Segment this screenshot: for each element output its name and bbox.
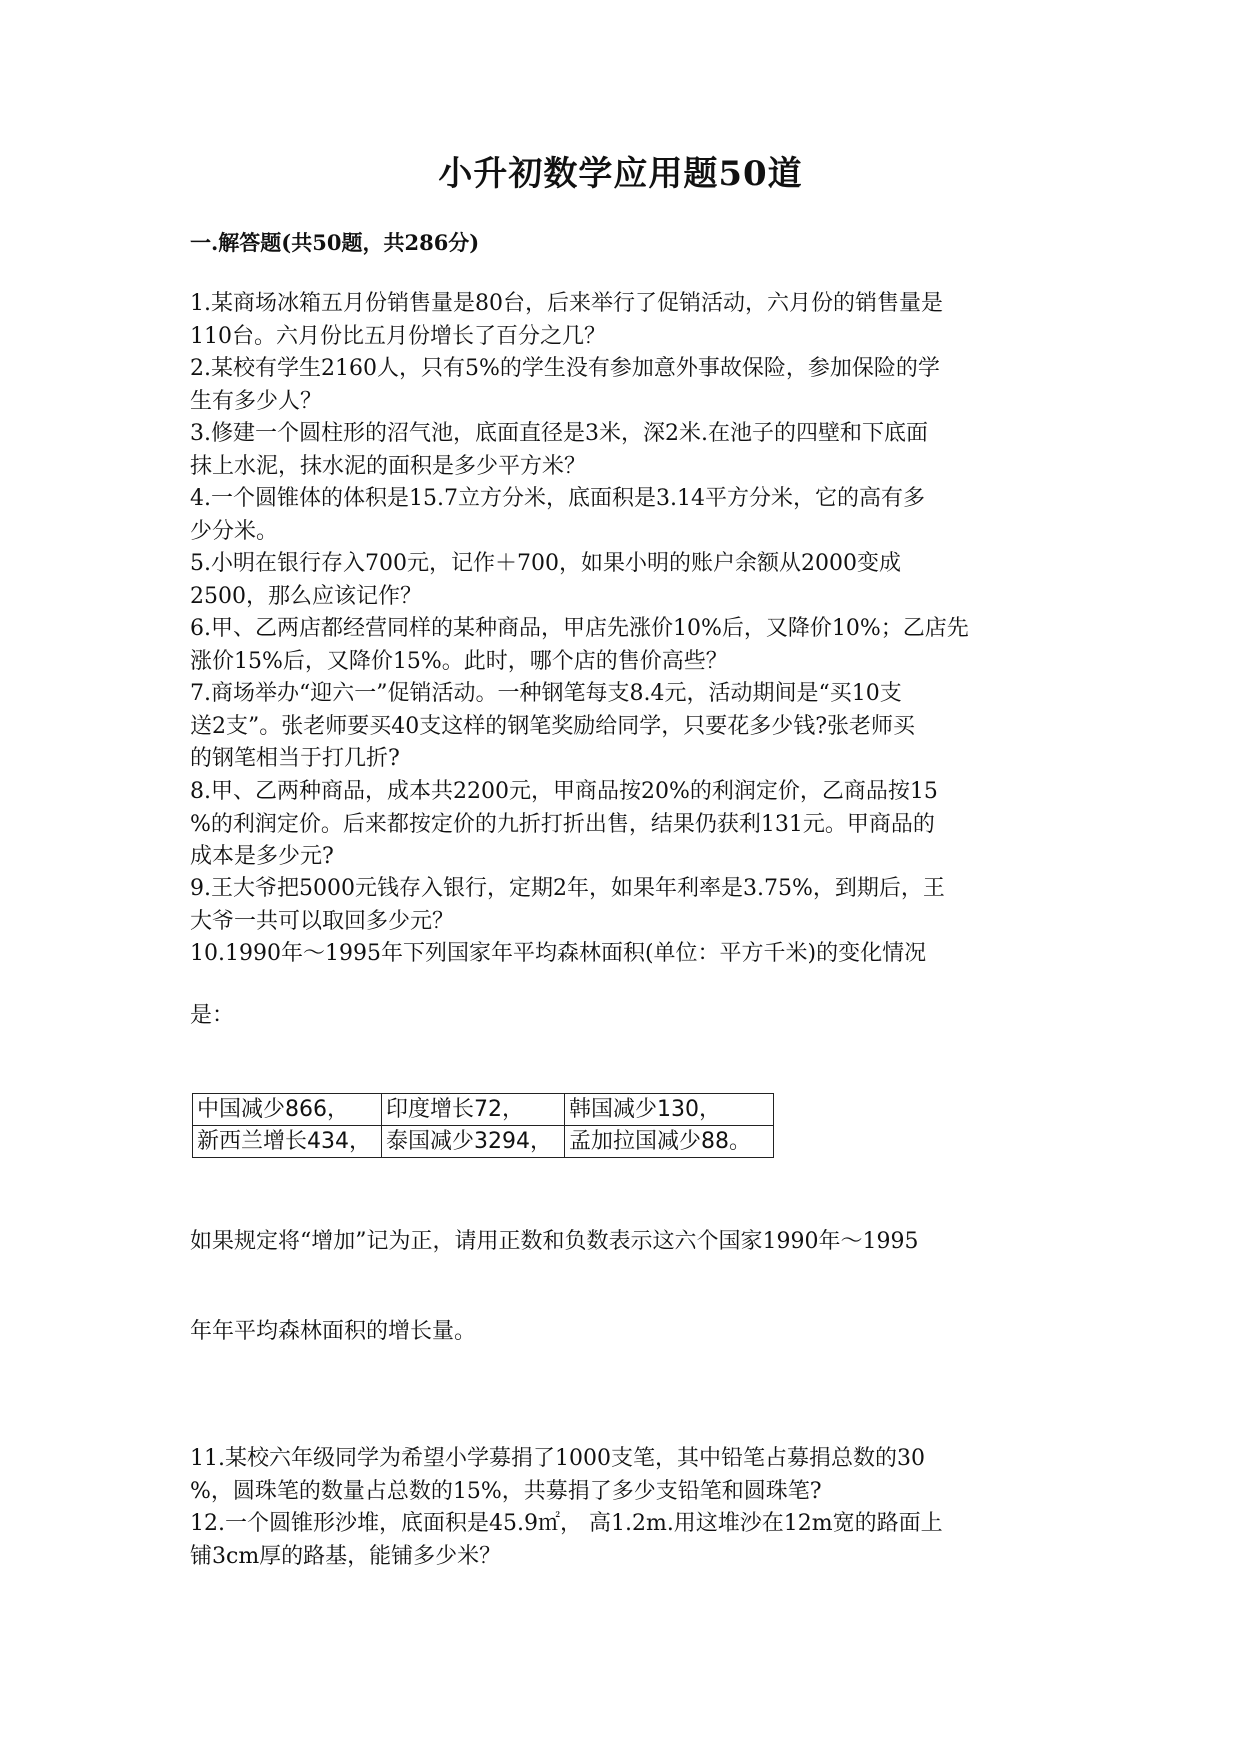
question-line: 9.王大爷把5000元钱存入银行，定期2年，如果年利率是3.75%，到期后，王 <box>190 876 945 901</box>
question-11 <box>190 1443 1060 1508</box>
question-line: %的利润定价。后来都按定价的九折打折出售，结果仍获利131元。甲商品的 <box>190 811 935 837</box>
question-line: 少分米。 <box>190 518 279 544</box>
page-title: 小升初数学应用题50道 <box>438 154 803 194</box>
question-line: 7.商场举办“迎六一”促销活动。一种钢笔每支8.4元，活动期间是“买10支 <box>190 681 902 706</box>
question-line: 2500，那么应该记作？ <box>190 583 422 609</box>
question-line: 6.甲、乙两店都经营同样的某种商品，甲店先涨价10%后，又降价10%；乙店先 <box>190 616 969 641</box>
question-2 <box>190 353 1060 418</box>
section-title: 一.解答题(共50题，共286分) <box>190 230 480 255</box>
question-line: 抹上水泥，抹水泥的面积是多少平方米？ <box>190 453 587 479</box>
question-10-instruction-line2 <box>190 1316 1060 1349</box>
question-line: 生有多少人？ <box>190 388 323 414</box>
question-line: 如果规定将“增加”记为正，请用正数和负数表示这六个国家1990年～1995 <box>190 1229 919 1254</box>
table-row <box>193 1094 774 1126</box>
question-3 <box>190 418 1060 483</box>
question-line: 大爷一共可以取回多少元？ <box>190 908 455 934</box>
table-row <box>193 1126 774 1158</box>
question-10-continuation <box>190 1000 1060 1033</box>
question-line: 12.一个圆锥形沙堆，底面积是45.9㎡， 高1.2m.用这堆沙在12m宽的路面上 <box>190 1511 943 1536</box>
question-line: 送2支”。张老师要买40支这样的钢笔奖励给同学，只要花多少钱?张老师买 <box>190 713 916 739</box>
question-line: 10.1990年～1995年下列国家年平均森林面积(单位：平方千米)的变化情况 <box>190 941 927 966</box>
question-7 <box>190 678 1060 776</box>
table-cell: 中国减少866， <box>193 1094 382 1126</box>
question-line: 1.某商场冰箱五月份销售量是80台，后来举行了促销活动，六月份的销售量是 <box>190 291 943 316</box>
question-line: 成本是多少元? <box>190 844 334 869</box>
table-cell: 泰国减少3294， <box>382 1126 565 1158</box>
question-line: 是： <box>190 1003 235 1028</box>
question-line: 5.小明在银行存入700元，记作＋700，如果小明的账户余额从2000变成 <box>190 551 901 576</box>
question-10-instruction-line1 <box>190 1226 1060 1259</box>
question-line: 涨价15%后，又降价15%。此时，哪个店的售价高些？ <box>190 648 728 674</box>
question-4 <box>190 483 1060 548</box>
table-cell: 新西兰增长434， <box>193 1126 382 1158</box>
question-line: 3.修建一个圆柱形的沼气池，底面直径是3米，深2米.在池子的四壁和下底面 <box>190 421 928 446</box>
question-line: 年年平均森林面积的增长量。 <box>190 1319 477 1344</box>
table-cell: 韩国减少130， <box>565 1094 774 1126</box>
question-12 <box>190 1508 1060 1573</box>
question-line: 2.某校有学生2160人，只有5%的学生没有参加意外事故保险，参加保险的学 <box>190 356 940 381</box>
question-line: 8.甲、乙两种商品，成本共2200元，甲商品按20%的利润定价，乙商品按15 <box>190 779 938 804</box>
table-cell: 孟加拉国减少88。 <box>565 1126 774 1158</box>
table-cell: 印度增长72， <box>382 1094 565 1126</box>
forest-change-table <box>192 1093 774 1158</box>
question-line: 11.某校六年级同学为希望小学募捐了1000支笔，其中铅笔占募捐总数的30 <box>190 1446 925 1471</box>
question-line: 110台。六月份比五月份增长了百分之几？ <box>190 323 606 349</box>
question-line: %，圆珠笔的数量占总数的15%，共募捐了多少支铅笔和圆珠笔? <box>190 1478 822 1504</box>
question-line: 4.一个圆锥体的体积是15.7立方分米，底面积是3.14平方分米，它的高有多 <box>190 486 925 511</box>
question-line: 铺3cm厚的路基，能铺多少米？ <box>190 1543 502 1569</box>
question-10 <box>190 938 1060 971</box>
question-5 <box>190 548 1060 613</box>
question-6 <box>190 613 1060 678</box>
question-9 <box>190 873 1060 938</box>
question-8 <box>190 776 1060 874</box>
question-1 <box>190 288 1060 353</box>
question-line: 的钢笔相当于打几折? <box>190 746 400 771</box>
